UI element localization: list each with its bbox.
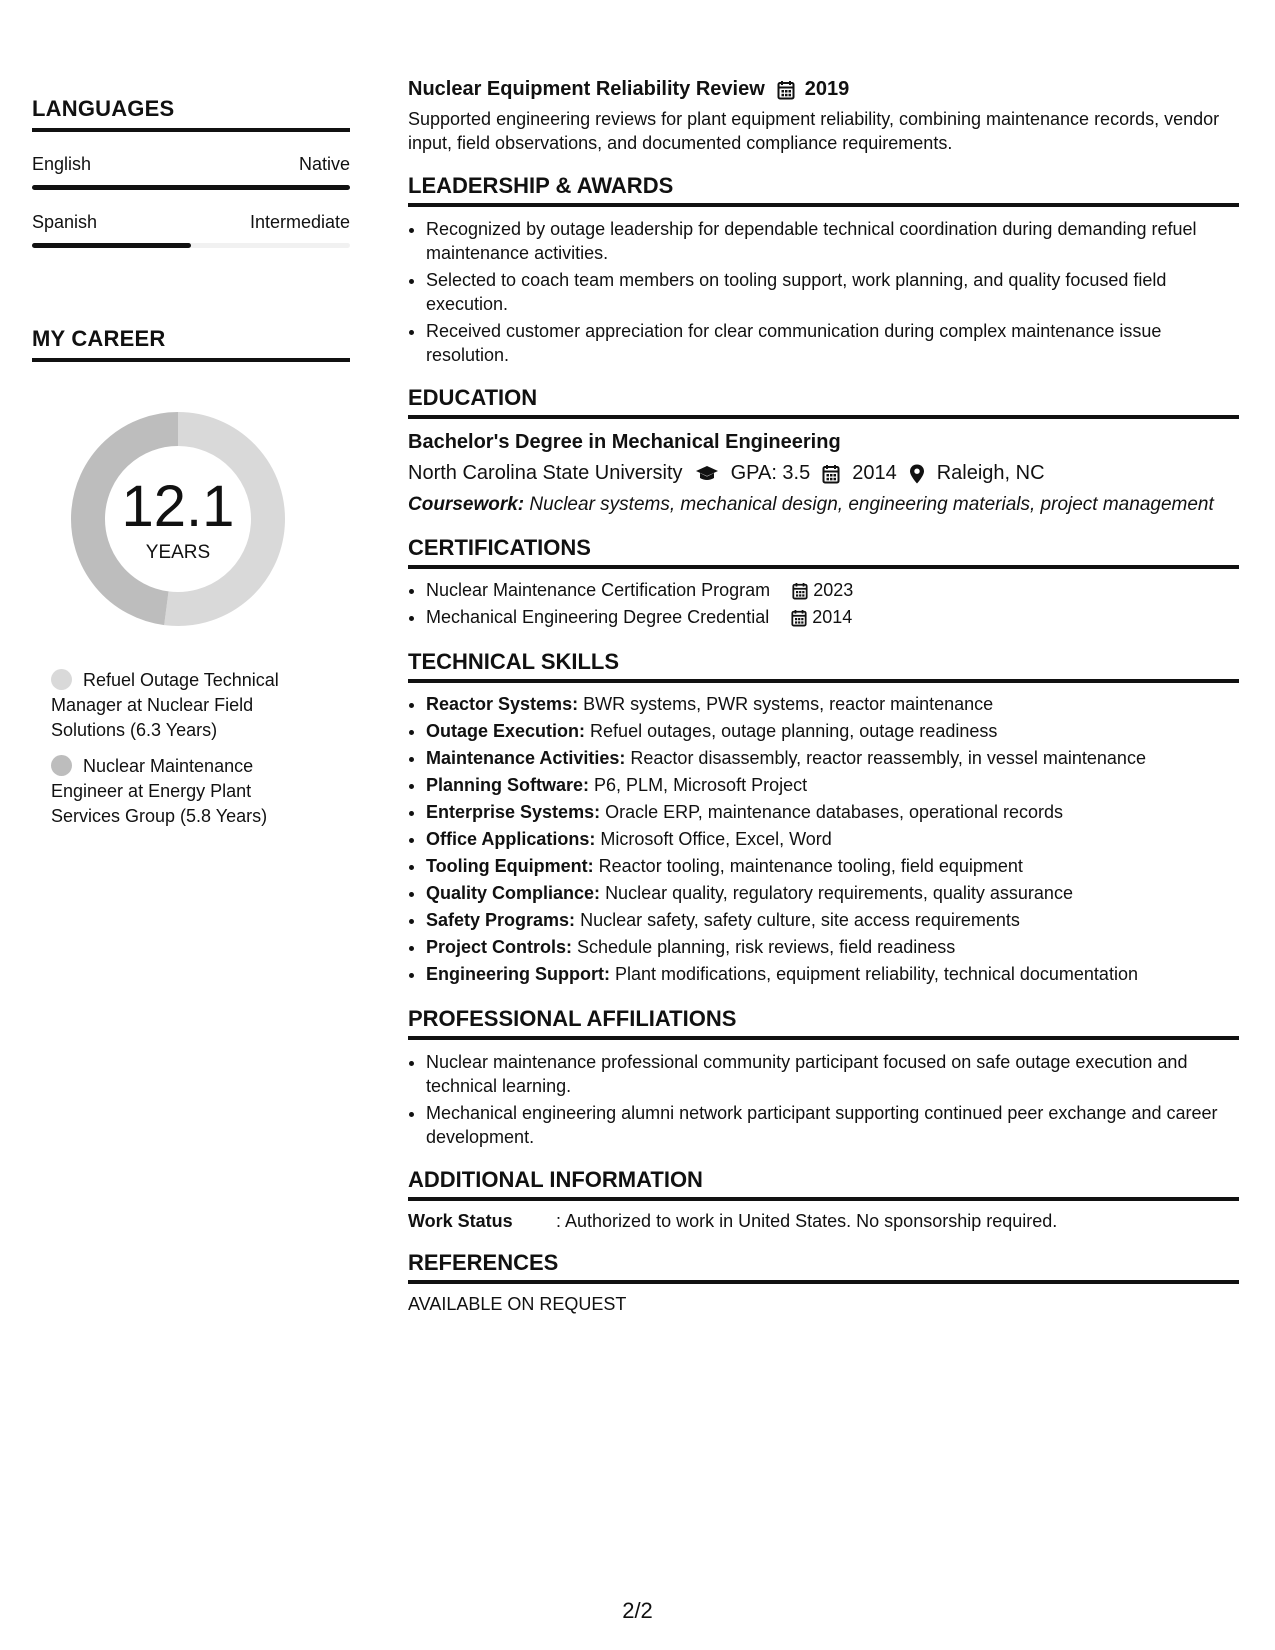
education-degree: Bachelor's Degree in Mechanical Engineering <box>408 431 841 453</box>
career-donut-chart <box>65 406 291 632</box>
legend-dot-icon <box>51 669 72 690</box>
skill-value: BWR systems, PWR systems, reactor maintenance <box>583 694 994 714</box>
skill-value: Nuclear quality, regulatory requirements, quality assurance <box>605 883 1073 903</box>
language-name: English <box>32 154 92 174</box>
education-year: 2014 <box>852 462 897 484</box>
project-title: Nuclear Equipment Reliability Review <box>408 78 765 100</box>
list-item <box>426 934 1239 961</box>
career-role-label: Nuclear Maintenance Engineer at Energy Plant Services Group (5.8 Years) <box>51 756 268 826</box>
work-status-row <box>408 1211 1239 1232</box>
references-text: AVAILABLE ON REQUEST <box>408 1294 627 1314</box>
list-item: • Selected to coach team members on tooling support, work planning, and quality focused field execution. <box>426 268 1239 316</box>
skill-label: Reactor Systems: <box>426 694 579 714</box>
certifications-heading: CERTIFICATIONS <box>408 535 1239 569</box>
calendar-icon <box>792 582 808 600</box>
skill-label: Enterprise Systems: <box>426 802 601 822</box>
career-total-years: 12.1 <box>121 474 235 539</box>
list-item <box>426 745 1239 772</box>
skill-label: Project Controls: <box>426 937 573 957</box>
education-gpa: GPA: 3.5 <box>730 462 811 484</box>
skill-label: Maintenance Activities: <box>426 748 626 768</box>
skill-label: Office Applications: <box>426 829 596 849</box>
career-role-label: Refuel Outage Technical Manager at Nuclear Field Solutions (6.3 Years) <box>51 670 279 740</box>
list-item <box>426 799 1239 826</box>
certification-name: Nuclear Maintenance Certification Program <box>426 580 771 600</box>
skill-label: Outage Execution: <box>426 721 586 741</box>
coursework-label: Coursework: <box>408 494 525 515</box>
graduation-cap-icon <box>695 465 719 483</box>
education-location: Raleigh, NC <box>936 462 1045 484</box>
language-level: Intermediate <box>249 212 350 232</box>
list-item <box>426 577 1239 604</box>
additional-info-heading: ADDITIONAL INFORMATION <box>408 1167 1239 1201</box>
skill-value: Oracle ERP, maintenance databases, operational records <box>605 802 1064 822</box>
skill-label: Tooling Equipment: <box>426 856 594 876</box>
list-item: • Received customer appreciation for clear communication during complex maintenance issue resolution. <box>426 319 1239 367</box>
skill-value: Schedule planning, risk reviews, field readiness <box>577 937 956 957</box>
list-item <box>426 826 1239 853</box>
education-heading: EDUCATION <box>408 385 1239 419</box>
calendar-icon <box>822 464 840 484</box>
project-description: Supported engineering reviews for plant equipment reliability, combining maintenance records, vendor input, field observations, and documented compliance requirements. <box>408 109 1220 153</box>
list-item: • Mechanical engineering alumni network participant supporting continued peer exchange and career development. <box>426 1101 1239 1149</box>
project-year: 2019 <box>804 78 850 100</box>
career-legend-item <box>51 668 311 743</box>
coursework-text: Nuclear systems, mechanical design, engineering materials, project management <box>529 494 1214 515</box>
list-item <box>426 691 1239 718</box>
list-item <box>426 718 1239 745</box>
skill-value: Plant modifications, equipment reliability, technical documentation <box>615 964 1138 984</box>
project-title-row <box>408 78 1239 101</box>
list-item <box>426 853 1239 880</box>
certification-year: 2014 <box>812 607 853 627</box>
language-proficiency-bar <box>32 243 350 248</box>
list-item: • Recognized by outage leadership for dependable technical coordination during demanding refuel maintenance activities. <box>426 217 1239 265</box>
work-status-value: : Authorized to work in United States. No sponsorship required. <box>556 1211 1058 1231</box>
calendar-icon <box>791 609 807 627</box>
skills-list <box>408 691 1239 988</box>
left-column <box>32 96 350 840</box>
leadership-heading: LEADERSHIP & AWARDS <box>408 173 1239 207</box>
list-item <box>426 880 1239 907</box>
language-proficiency-bar <box>32 185 350 190</box>
calendar-icon <box>777 80 795 100</box>
references-heading: REFERENCES <box>408 1250 1239 1284</box>
career-legend-item <box>51 754 311 829</box>
skill-value: Reactor tooling, maintenance tooling, field equipment <box>598 856 1023 876</box>
skill-value: Refuel outages, outage planning, outage readiness <box>590 721 998 741</box>
list-item <box>426 961 1239 988</box>
language-item <box>32 212 350 248</box>
list-item <box>426 772 1239 799</box>
affiliations-heading: PROFESSIONAL AFFILIATIONS <box>408 1006 1239 1040</box>
list-item: • Nuclear maintenance professional community participant focused on safe outage execution and technical learning. <box>426 1050 1239 1098</box>
certifications-list <box>408 577 1239 631</box>
languages-heading: LANGUAGES <box>32 96 350 132</box>
map-pin-icon <box>909 464 925 484</box>
affiliations-list <box>408 1050 1239 1149</box>
language-item <box>32 154 350 190</box>
language-proficiency-fill <box>32 243 191 248</box>
list-item <box>426 907 1239 934</box>
career-heading: MY CAREER <box>32 326 350 362</box>
skill-value: Microsoft Office, Excel, Word <box>600 829 832 849</box>
career-legend <box>32 668 350 829</box>
skill-label: Quality Compliance: <box>426 883 601 903</box>
language-name: Spanish <box>32 212 98 232</box>
certification-name: Mechanical Engineering Degree Credential <box>426 607 770 627</box>
certification-year: 2023 <box>813 580 854 600</box>
skill-value: P6, PLM, Microsoft Project <box>594 775 808 795</box>
education-coursework <box>408 493 1239 517</box>
skills-heading: TECHNICAL SKILLS <box>408 649 1239 683</box>
leadership-list <box>408 217 1239 367</box>
list-item <box>426 604 1239 631</box>
skill-label: Safety Programs: <box>426 910 576 930</box>
education-school: North Carolina State University <box>408 462 683 484</box>
language-proficiency-fill <box>32 185 350 190</box>
work-status-label: Work Status <box>408 1211 513 1231</box>
skill-value: Reactor disassembly, reactor reassembly, in vessel maintenance <box>630 748 1146 768</box>
page-number: 2/2 <box>622 1598 653 1623</box>
language-level: Native <box>298 154 350 174</box>
skill-label: Planning Software: <box>426 775 590 795</box>
skill-label: Engineering Support: <box>426 964 610 984</box>
legend-dot-icon <box>51 755 72 776</box>
career-years-unit: YEARS <box>145 542 211 563</box>
right-column <box>408 78 1239 1315</box>
skill-value: Nuclear safety, safety culture, site access requirements <box>580 910 1020 930</box>
education-details <box>408 462 1239 485</box>
